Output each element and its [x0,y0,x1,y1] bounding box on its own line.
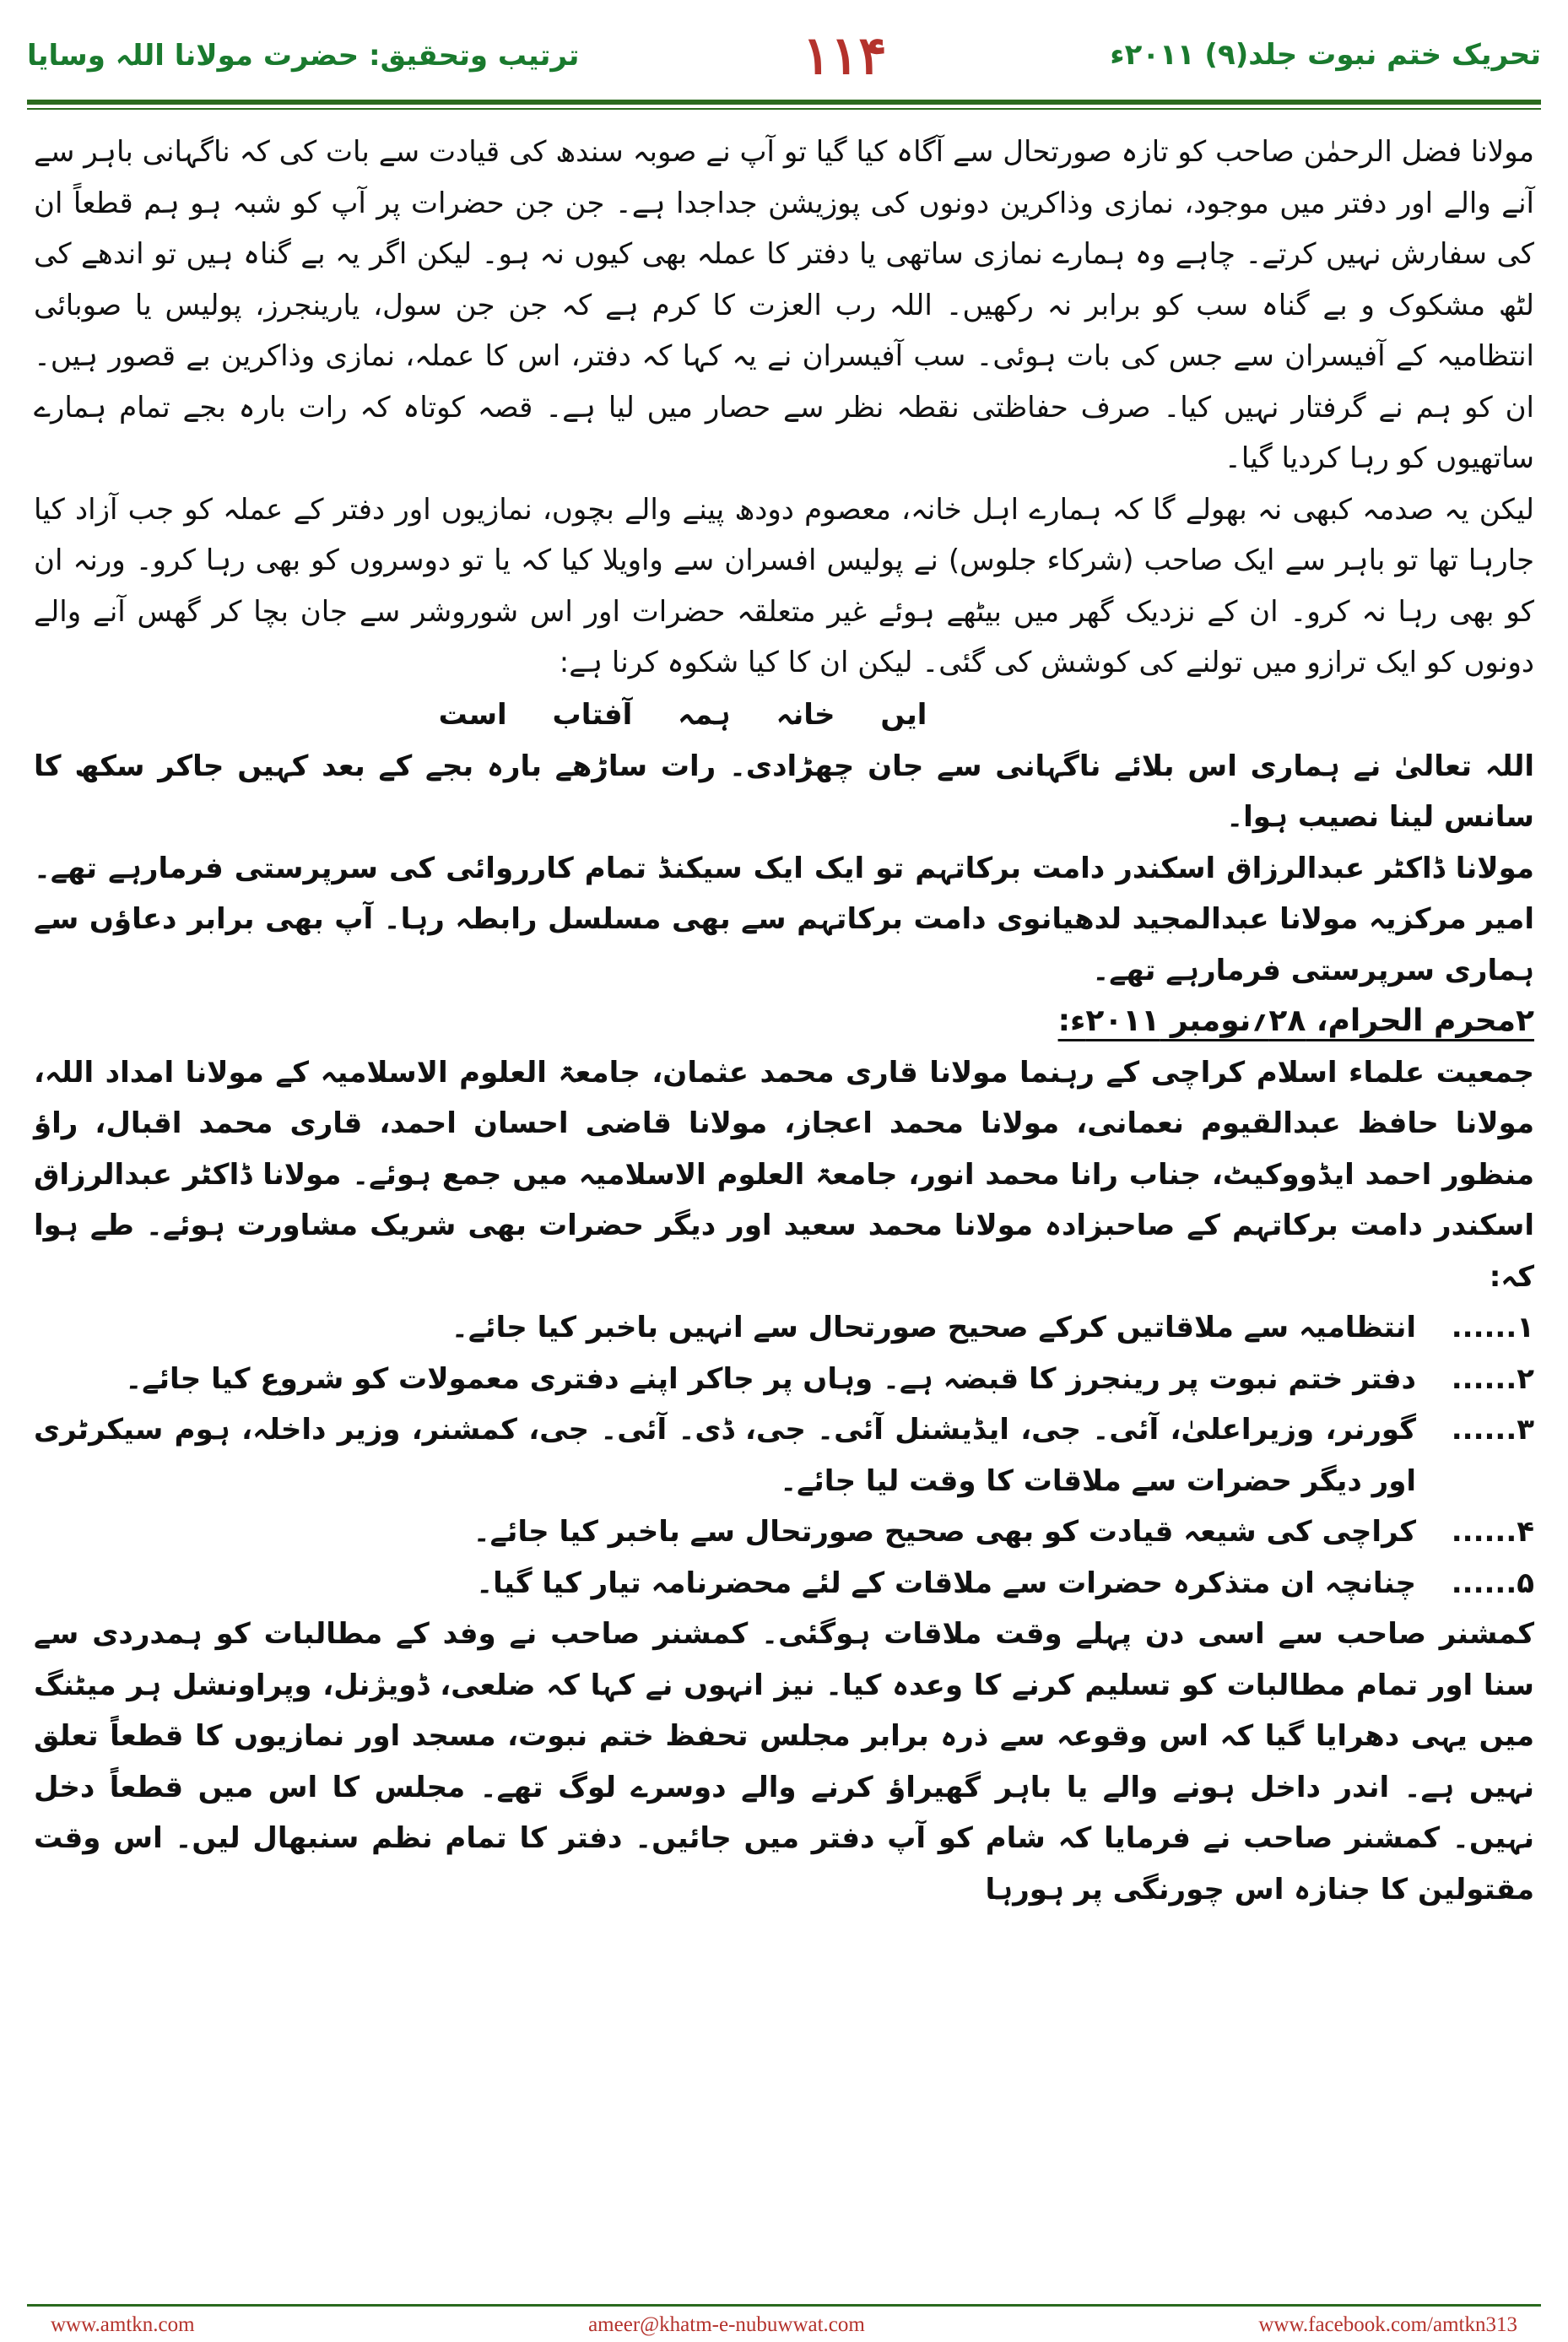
page-body [34,127,1534,2287]
list-number: ۴...... [1451,1515,1534,1549]
paragraph-4: مولانا ڈاکٹر عبدالرزاق اسکندر دامت برکاتہم تو ایک ایک سیکنڈ تمام کارروائی کی سرپرستی فرمارہے تھے۔ امیر مرکزیہ مولانا عبدالمجید لدھیانوی دامت برکاتہم سے بھی مسلسل رابطہ رہا۔ آپ بھی برابر دعاؤں سے ہماری سرپرستی فرمارہے تھے۔ [34,851,1534,987]
list-item [34,1354,1534,1405]
list-item [34,1558,1534,1609]
list-number: ۵...... [1451,1566,1534,1600]
list-text: گورنر، وزیراعلیٰ، آئی۔ جی، ایڈیشنل آئی۔ جی، ڈی۔ آئی۔ جی، کمشنر، وزیر داخلہ، ہوم سیکرٹری اور دیگر حضرات سے ملاقات کا وقت لیا جائے۔ [34,1413,1416,1498]
list-text: چنانچہ ان متذکرہ حضرات سے ملاقات کے لئے محضرنامہ تیار کیا گیا۔ [476,1566,1416,1600]
header-divider [27,100,1541,105]
list-number: ۱...... [1451,1311,1534,1344]
paragraph-3: اللہ تعالیٰ نے ہماری اس بلائے ناگہانی سے جان چھڑادی۔ رات ساڑھے بارہ بجے کے بعد کہیں جاکر سکھ کا سانس لینا نصیب ہوا۔ [34,749,1534,834]
list-text: کراچی کی شیعہ قیادت کو بھی صحیح صورتحال سے باخبر کیا جائے۔ [473,1515,1416,1549]
list-text: دفتر ختم نبوت پر رینجرز کا قبضہ ہے۔ وہاں پر جاکر اپنے دفتری معمولات کو شروع کیا جائے۔ [125,1361,1416,1396]
footer-facebook-link[interactable]: www.facebook.com/amtkn313 [1258,2313,1517,2336]
paragraph-6: کمشنر صاحب سے اسی دن پہلے وقت ملاقات ہوگئی۔ کمشنر صاحب نے وفد کے مطالبات کو ہمدردی سے سنا اور تمام مطالبات کو تسلیم کرنے کا وعدہ کیا۔ نیز انہوں نے کہا کہ ضلعی، ڈویژنل، وپراونشل ہر میٹنگ میں یہی دھرایا گیا کہ اس وقوعہ سے ذرہ برابر مجلس تحفظ ختم نبوت، مسجد اور نمازیوں کا قطعاً تعلق نہیں ہے۔ اندر داخل ہونے والے یا باہر گھیراؤ کرنے والے دوسرے لوگ تھے۔ مجلس کا اس میں قطعاً دخل نہیں۔ کمشنر صاحب نے فرمایا کہ شام کو آپ دفتر میں جائیں۔ دفتر کا تمام نظم سنبھال لیں۔ اس وقت مقتولین کا جنازہ اس چورنگی پر ہورہا [34,1617,1534,1907]
date-heading: ۲محرم الحرام، ۲۸؍نومبر ۲۰۱۱ء: [1057,1003,1534,1038]
footer-divider [27,2304,1541,2307]
list-item [34,1404,1534,1506]
list-item [34,1506,1534,1558]
header-right-title: تحریک ختم نبوت جلد(۹) ۲۰۱۱ء [1110,38,1541,72]
header-divider-thin [27,108,1541,110]
page-number: ۱۱۴ [802,24,887,86]
footer-website-link[interactable]: www.amtkn.com [51,2313,195,2336]
paragraph-1: مولانا فضل الرحمٰن صاحب کو تازہ صورتحال سے آگاہ کیا گیا تو آپ نے صوبہ سندھ کی قیادت سے بات کی کہ ناگہانی باہر سے آنے والے اور دفتر میں موجود، نمازی وذاکرین دونوں کی پوزیشن جداجدا ہے۔ جن جن حضرات پر آپ کو شبہ ہو ہم قطعاً ان کی سفارش نہیں کرتے۔ چاہے وہ ہمارے نمازی ساتھی یا دفتر کا عملہ بھی کیوں نہ ہو۔ لیکن اگر یہ بے گناہ ہیں تو اندھے کی لٹھ مشکوک و بے گناہ سب کو برابر نہ رکھیں۔ اللہ رب العزت کا کرم ہے کہ جن جن سول، یارینجرز، پولیس یا صوبائی انتظامیہ کے آفیسران سے جس کی بات ہوئی۔ سب آفیسران نے یہ کہا کہ دفتر، اس کا عملہ، نمازی وذاکرین بے قصور ہیں۔ ان کو ہم نے گرفتار نہیں کیا۔ صرف حفاظتی نقطہ نظر سے حصار میں لیا ہے۔ قصہ کوتاہ کہ رات بارہ بجے تمام ہمارے ساتھیوں کو رہا کردیا گیا۔ [34,135,1534,475]
page-header [27,17,1541,93]
list-text: انتظامیہ سے ملاقاتیں کرکے صحیح صورتحال سے انہیں باخبر کیا جائے۔ [451,1311,1416,1344]
paragraph-2: لیکن یہ صدمہ کبھی نہ بھولے گا کہ ہمارے اہل خانہ، معصوم دودھ پینے والے بچوں، نمازیوں اور دفتر کے عملہ کو جب آزاد کیا جارہا تھا تو باہر سے ایک صاحب (شرکاء جلوس) نے پولیس افسران سے واویلا کیا کہ یا تو دوسروں کو بھی رہا کرو۔ ورنہ ان کو بھی رہا نہ کرو۔ ان کے نزدیک گھر میں بیٹھے ہوئے غیر متعلقہ حضرات اور اس شوروشر سے جان بچا کر گھس آنے والے دونوں کو ایک ترازو میں تولنے کی کوشش کی گئی۔ لیکن ان کا کیا شکوہ کرنا ہے: [34,492,1534,679]
paragraph-5: جمعیت علماء اسلام کراچی کے رہنما مولانا قاری محمد عثمان، جامعۃ العلوم الاسلامیہ کے مولانا امداد اللہ، مولانا حافظ عبدالقیوم نعمانی، مولانا محمد اعجاز، مولانا قاضی احسان احمد، قاری محمد اقبال، راؤ منظور احمد ایڈووکیٹ، جناب رانا محمد انور، جامعۃ العلوم الاسلامیہ میں جمع ہوئے۔ مولانا ڈاکٹر عبدالرزاق اسکندر دامت برکاتہم کے صاحبزادہ مولانا محمد سعید اور دیگر حضرات بھی شریک مشاورت ہوئے۔ طے ہوا کہ: [34,1055,1534,1294]
list-number: ۲...... [1451,1361,1534,1396]
list-number: ۳...... [1451,1413,1534,1447]
footer-email-link[interactable]: ameer@khatm-e-nubuwwat.com [588,2313,865,2336]
persian-verse: ایں خانہ ہمہ آفتاب است [438,697,927,732]
header-left-title: ترتیب وتحقیق: حضرت مولانا اللہ وسایا [27,38,580,73]
page-footer [51,2311,1517,2339]
list-item [34,1302,1534,1354]
